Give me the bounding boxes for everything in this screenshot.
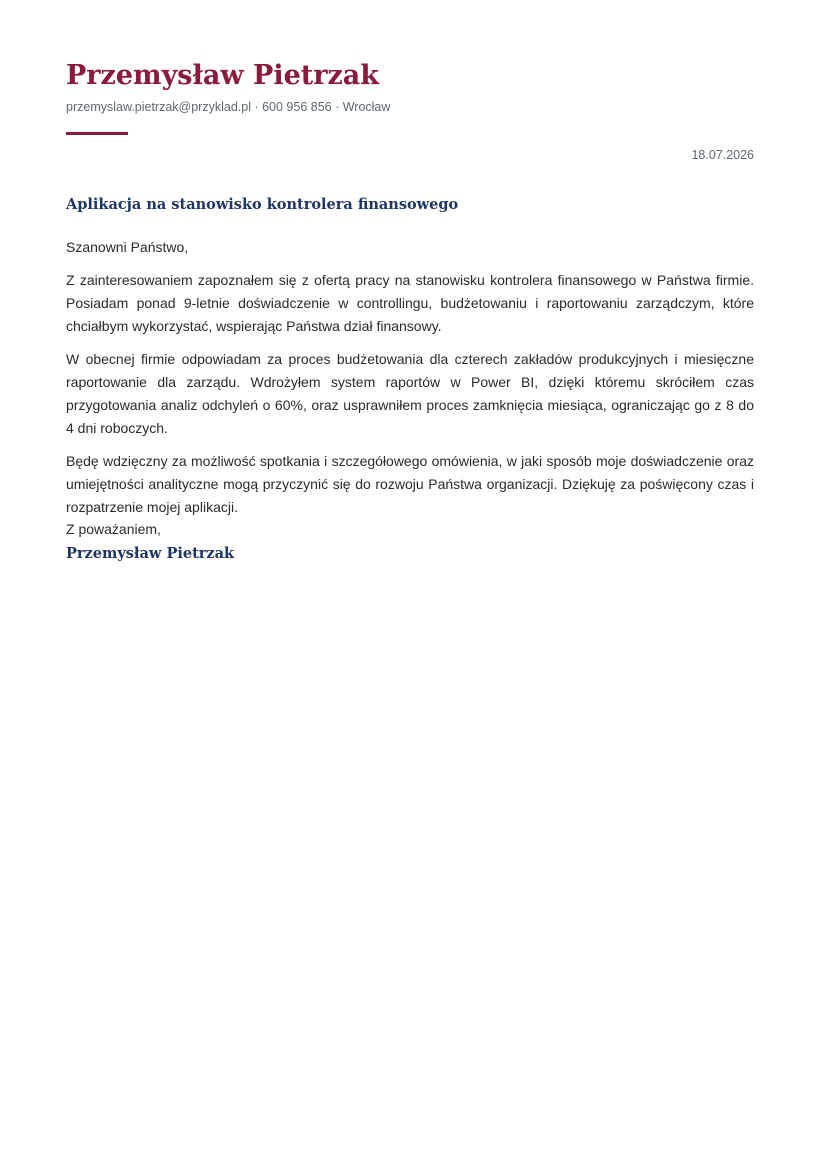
letter-greeting: Szanowni Państwo,: [66, 239, 189, 255]
letter-paragraph: Z zainteresowaniem zapoznałem się z ofertą pracy na stanowisku kontrolera finansowego w Państwa firmie. Posiadam ponad 9-letnie doświadczenie w controllingu, budżetowaniu i raportowaniu zarządczym, które chciałbym wykorzystać, wspierając Państwa dział finansowy.: [66, 272, 754, 334]
letter-subject: Aplikacja na stanowisko kontrolera finansowego: [66, 196, 459, 213]
letter-closing: Z poważaniem,: [66, 521, 161, 537]
letter-date: 18.07.2026: [691, 148, 754, 162]
letter-paragraph: Będę wdzięczny za możliwość spotkania i szczegółowego omówienia, w jaki sposób moje doświadczenie oraz umiejętności analityczne mogą przyczynić się do rozwoju Państwa organizacji. Dziękuję za poświęcony czas i rozpatrzenie mojej aplikacji.: [66, 453, 754, 515]
letter-body: [66, 236, 754, 529]
applicant-name: Przemysław Pietrzak: [66, 60, 379, 91]
letter-paragraph: W obecnej firmie odpowiadam za proces budżetowania dla czterech zakładów produkcyjnych i miesięczne raportowanie dla zarządu. Wdrożyłem system raportów w Power BI, dzięki któremu skróciłem czas przygotowania analiz odchyleń o 60%, oraz usprawniłem proces zamknięcia miesiąca, ograniczając go z 8 do 4 dni roboczych.: [66, 351, 754, 436]
contact-line: przemyslaw.pietrzak@przyklad.pl · 600 956 856 · Wrocław: [66, 100, 391, 114]
letter-signature: Przemysław Pietrzak: [66, 545, 235, 562]
accent-divider: [66, 132, 128, 135]
